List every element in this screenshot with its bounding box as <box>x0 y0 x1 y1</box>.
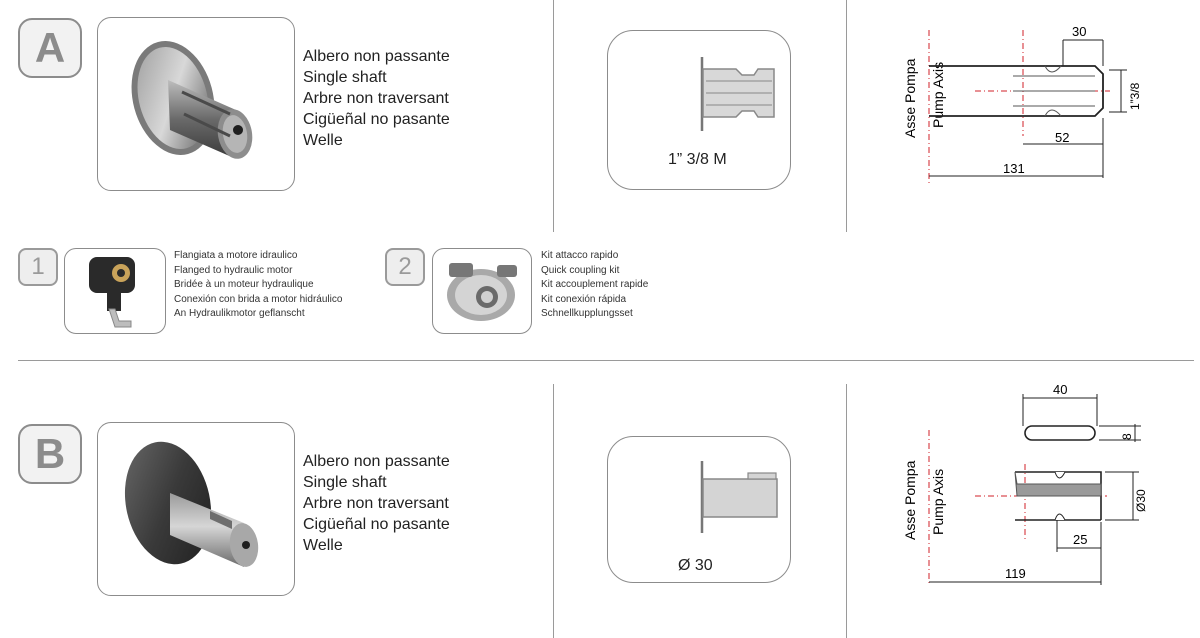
section-a-badge <box>18 18 82 78</box>
section-a-shaft-code: 1” 3/8 M <box>668 151 727 168</box>
section-b-letter: B <box>34 430 66 477</box>
section-b-shaft-code-card <box>607 436 791 583</box>
description-line: Arbre non traversant <box>303 90 449 107</box>
description-line: Single shaft <box>303 474 387 491</box>
dim-top-a: 30 <box>1072 24 1087 39</box>
dim-side-b: Ø30 <box>1134 489 1148 512</box>
section-a-letter: A <box>34 24 66 71</box>
dim-key-b: 8 <box>1120 433 1134 440</box>
accessory-1-photo <box>64 248 166 334</box>
description-line: Cigüeñal no pasante <box>303 111 450 128</box>
accessory-2-number: 2 <box>398 253 412 280</box>
section-b-technical-drawing <box>895 380 1155 590</box>
accessory-line: Flangiata a motore idraulico <box>174 250 298 261</box>
accessory-line: Kit accouplement rapide <box>541 279 649 290</box>
description-line: Albero non passante <box>303 48 450 65</box>
accessory-2-photo <box>432 248 532 334</box>
section-b-shaft-code: Ø 30 <box>678 557 713 574</box>
description-line: Arbre non traversant <box>303 495 449 512</box>
divider-a-left <box>553 0 554 232</box>
accessory-line: Schnellkupplungsset <box>541 308 633 319</box>
description-line: Welle <box>303 132 343 149</box>
accessory-2-description <box>541 249 648 322</box>
description-line: Single shaft <box>303 69 387 86</box>
dim-mid-a: 52 <box>1055 130 1070 145</box>
accessory-line: Conexión con brida a motor hidráulico <box>174 293 343 305</box>
shaft-a-icon <box>696 53 786 135</box>
shaft-b-icon <box>696 457 786 537</box>
divider-b-right <box>846 384 847 638</box>
dim-side-a: 1”3/8 <box>1128 82 1142 110</box>
dim-total-a: 131 <box>1003 161 1025 176</box>
accessory-1-number: 1 <box>31 253 45 280</box>
accessory-2-badge <box>385 248 425 286</box>
section-b-badge <box>18 424 82 484</box>
section-a-product-photo <box>97 17 295 191</box>
description-line: Albero non passante <box>303 453 450 470</box>
section-divider <box>18 360 1194 361</box>
axis-label-it: Asse Pompa <box>902 58 918 138</box>
accessory-line: Flanged to hydraulic motor <box>174 264 293 276</box>
accessory-line: Quick coupling kit <box>541 264 620 276</box>
section-a-shaft-code-card <box>607 30 791 190</box>
section-b-product-photo <box>97 422 295 596</box>
accessory-line: Kit conexión rápida <box>541 293 627 305</box>
accessory-line: Kit attacco rapido <box>541 250 619 261</box>
accessory-line: Bridée à un moteur hydraulique <box>174 279 314 290</box>
divider-b-left <box>553 384 554 638</box>
axis-label-en: Pump Axis <box>930 468 946 535</box>
axis-label-en: Pump Axis <box>930 61 946 128</box>
section-a-description <box>303 46 450 151</box>
dim-top-b: 40 <box>1053 382 1068 397</box>
section-a-technical-drawing <box>895 18 1155 190</box>
dim-total-b: 119 <box>1005 566 1026 581</box>
axis-label-it: Asse Pompa <box>902 460 918 540</box>
accessory-1-description <box>174 249 342 322</box>
description-line: Welle <box>303 537 343 554</box>
dim-mid-b: 25 <box>1073 532 1088 547</box>
description-line: Cigüeñal no pasante <box>303 516 450 533</box>
divider-a-right <box>846 0 847 232</box>
section-b-description <box>303 451 450 556</box>
accessory-line: An Hydraulikmotor geflanscht <box>174 308 305 319</box>
accessory-1-badge <box>18 248 58 286</box>
